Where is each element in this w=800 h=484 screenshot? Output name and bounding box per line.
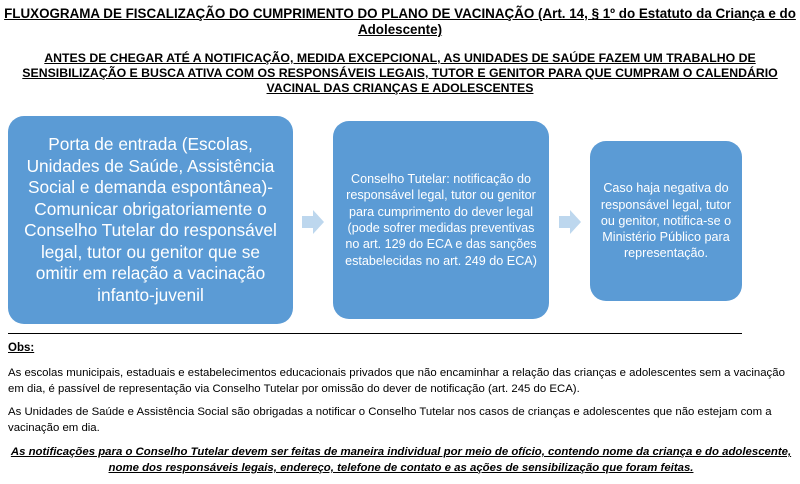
flow-step-ministerio-publico xyxy=(590,141,742,301)
document-subtitle: ANTES DE CHEGAR ATÉ A NOTIFICAÇÃO, MEDIDA EXCEPCIONAL, AS UNIDADES DE SAÚDE FAZEM UM TRABALHO DE SENSIBILIZAÇÃO E BUSCA ATIVA COM OS RESPONSÁVEIS LEGAIS, TUTOR E GENITOR PARA QUE CUMPRAM O CALENDÁRIO VACINAL DAS CRIANÇAS E ADOLESCENTES xyxy=(22,51,778,95)
flow-step-entry-point xyxy=(8,116,293,324)
flow-step-conselho-tutelar-text: Conselho Tutelar: notificação do responsável legal, tutor ou genitor para cumprimento do dever legal (pode sofrer medidas preventivas no art. 129 do ECA e das sanções estabelecidas no art. 249 do ECA) xyxy=(345,172,537,268)
flow-step-entry-point-text: Porta de entrada (Escolas, Unidades de Saúde, Assistência Social e demanda espontânea)- Comunicar obrigatoriamente o Conselho Tutelar do responsável legal, tutor ou genitor que se omitir em relação a vacinação infanto-juvenil xyxy=(24,134,277,305)
note-paragraph-schools: As escolas municipais, estaduais e estabelecimentos educacionais privados que não encaminhar a relação das crianças e adolescentes sem a vacinação em dia, é passível de representação via Conselho Tutelar por omissão do dever de notificação (art. 245 do ECA). xyxy=(8,367,785,395)
flow-arrow-right-icon xyxy=(302,210,324,234)
notes-heading: Obs: xyxy=(8,342,35,354)
note-paragraph-notification-requirements: As notificações para o Conselho Tutelar devem ser feitas de maneira individual por meio de ofício, contendo nome da criança e do adolescente, nome dos responsáveis legais, endereço, telefone de contato e as ações de sensibilização que foram feitas. xyxy=(10,446,792,474)
flow-step-conselho-tutelar xyxy=(333,121,549,319)
divider xyxy=(8,333,742,334)
document-title: FLUXOGRAMA DE FISCALIZAÇÃO DO CUMPRIMENTO DO PLANO DE VACINAÇÃO (Art. 14, § 1º do Estatuto da Criança e do Adolescente) xyxy=(4,6,796,37)
flow-step-ministerio-publico-text: Caso haja negativa do responsável legal, tutor ou genitor, notifica-se o Ministério Público para representação. xyxy=(600,181,732,261)
flow-arrow-right-icon xyxy=(559,210,581,234)
note-paragraph-health-units: As Unidades de Saúde e Assistência Social são obrigadas a notificar o Conselho Tutelar nos casos de crianças e adolescentes que não estejam com a vacinação em dia. xyxy=(8,406,772,434)
